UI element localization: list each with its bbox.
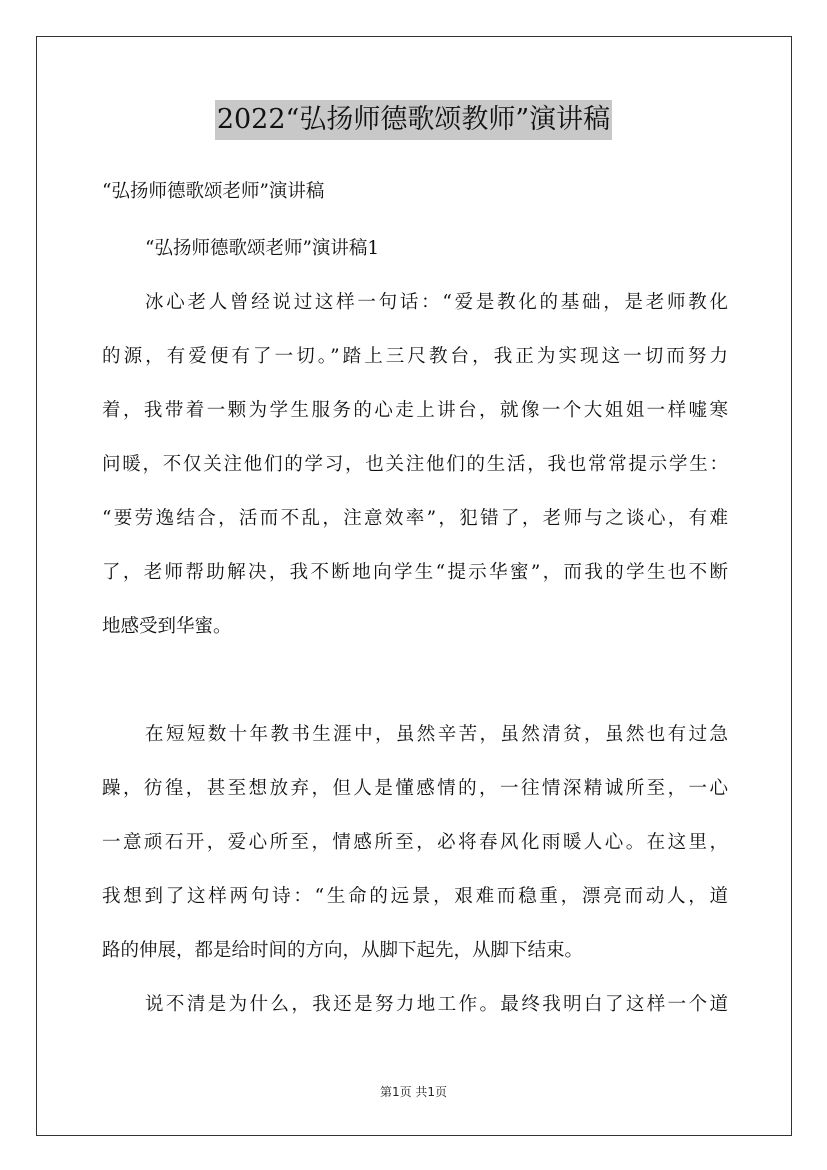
paragraph-line: 我想到了这样两句诗：“生命的远景，艰难而稳重，漂亮而动人，道	[102, 886, 728, 907]
document-subtitle: “弘扬师德歌颂老师”演讲稿	[102, 181, 325, 202]
paragraph-line: 路的伸展，都是给时间的方向，从脚下起先，从脚下结束。	[102, 940, 584, 961]
paragraph-line: 在短短数十年教书生涯中，虽然辛苦，虽然清贫，虽然也有过急	[145, 724, 728, 745]
paragraph-line: 一意顽石开，爱心所至，情感所至，必将春风化雨暖人心。在这里，	[102, 832, 728, 853]
paragraph-line: 地感受到华蜜。	[102, 616, 232, 637]
paragraph-line: 着，我带着一颗为学生服务的心走上讲台，就像一个大姐姐一样嘘寒	[102, 400, 728, 421]
page-footer: 第1页 共1页	[379, 1085, 448, 1099]
title-container	[0, 100, 827, 140]
paragraph-line: 问暖，不仅关注他们的学习，也关注他们的生活，我也常常提示学生：	[102, 454, 728, 475]
paragraph-line: “要劳逸结合，活而不乱，注意效率”，犯错了，老师与之谈心，有难	[102, 508, 728, 529]
paragraph-line: 的源，有爱便有了一切。”踏上三尺教台，我正为实现这一切而努力	[102, 346, 728, 367]
paragraph-line: 冰心老人曾经说过这样一句话：“爱是教化的基础，是老师教化	[145, 292, 728, 313]
document-title: 2022“弘扬师德歌颂教师”演讲稿	[215, 100, 612, 140]
section-heading: “弘扬师德歌颂老师”演讲稿1	[145, 238, 380, 259]
paragraph-line: 躁，彷徨，甚至想放弃，但人是懂感情的，一往情深精诚所至，一心	[102, 778, 728, 799]
paragraph-line: 了，老师帮助解决，我不断地向学生“提示华蜜”，而我的学生也不断	[102, 562, 728, 583]
paragraph-line: 说不清是为什么，我还是努力地工作。最终我明白了这样一个道	[145, 994, 728, 1015]
